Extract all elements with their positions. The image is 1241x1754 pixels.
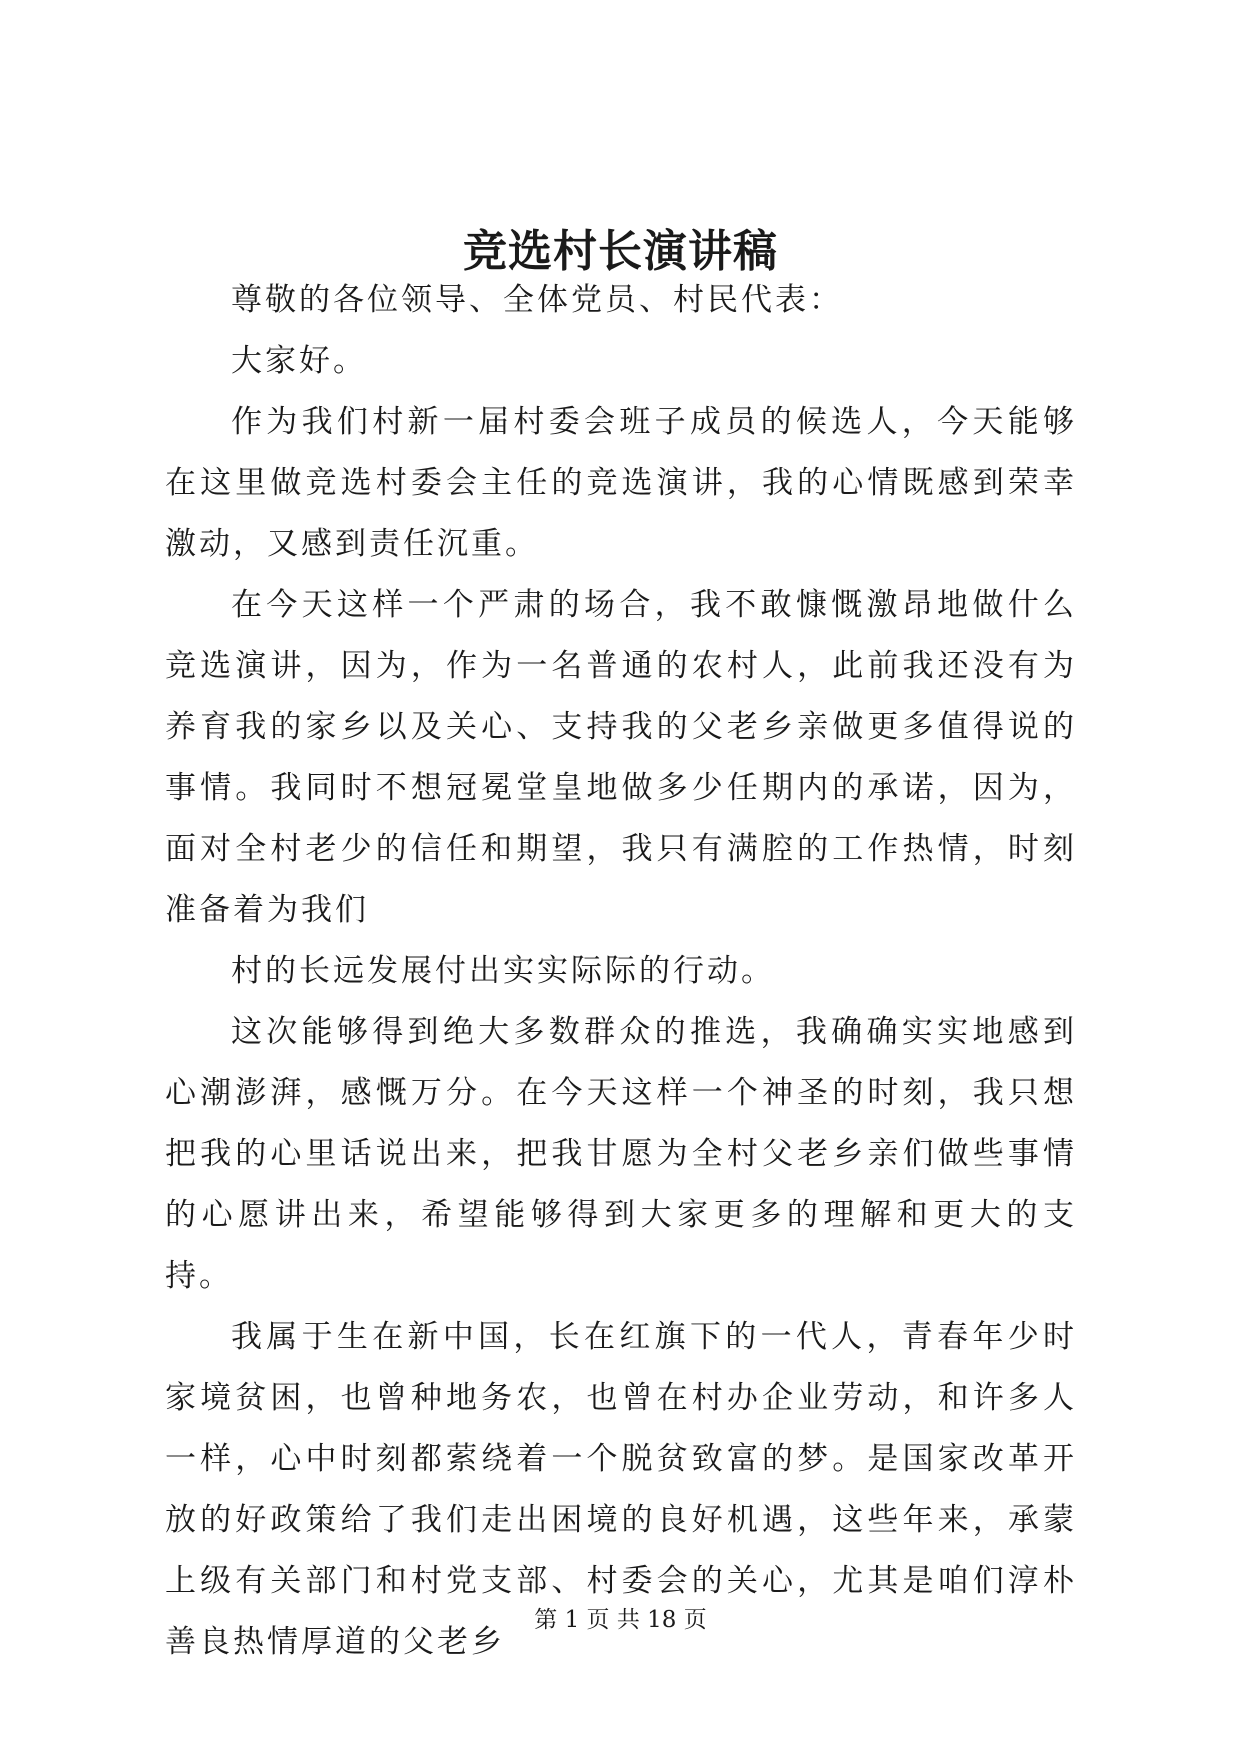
document-title: 竞选村长演讲稿 <box>463 226 778 277</box>
paragraph-introduction: 作为我们村新一届村委会班子成员的候选人，今天能够在这里做竞选村委会主任的竞选演讲，我的心情既感到荣幸激动，又感到责任沉重。 <box>165 404 1077 562</box>
page-number-footer: 第 1 页 共 18 页 <box>534 1607 707 1633</box>
document-body <box>165 270 1077 1673</box>
paragraph-gratitude: 这次能够得到绝大多数群众的推选，我确确实实地感到心潮澎湃，感慨万分。在今天这样一个神圣的时刻，我只想把我的心里话说出来，把我甘愿为全村父老乡亲们做些事情的心愿讲出来，希望能够得到大家更多的理解和更大的支持。 <box>165 1014 1077 1294</box>
paragraph-action: 村的长远发展付出实实际际的行动。 <box>231 953 775 989</box>
paragraph-modesty: 在今天这样一个严肃的场合，我不敢慷慨激昂地做什么竞选演讲，因为，作为一名普通的农村人，此前我还没有为养育我的家乡以及关心、支持我的父老乡亲做更多值得说的事情。我同时不想冠冕堂皇地做多少任期内的承诺，因为，面对全村老少的信任和期望，我只有满腔的工作热情，时刻准备着为我们 <box>165 587 1077 928</box>
paragraph-background: 我属于生在新中国，长在红旗下的一代人，青春年少时家境贫困，也曾种地务农，也曾在村办企业劳动，和许多人一样，心中时刻都萦绕着一个脱贫致富的梦。是国家改革开放的好政策给了我们走出困境的良好机遇，这些年来，承蒙上级有关部门和村党支部、村委会的关心，尤其是咱们淳朴善良热情厚道的父老乡 <box>165 1319 1077 1660</box>
paragraph-salutation: 尊敬的各位领导、全体党员、村民代表： <box>231 282 843 318</box>
paragraph-greeting: 大家好。 <box>231 343 367 379</box>
